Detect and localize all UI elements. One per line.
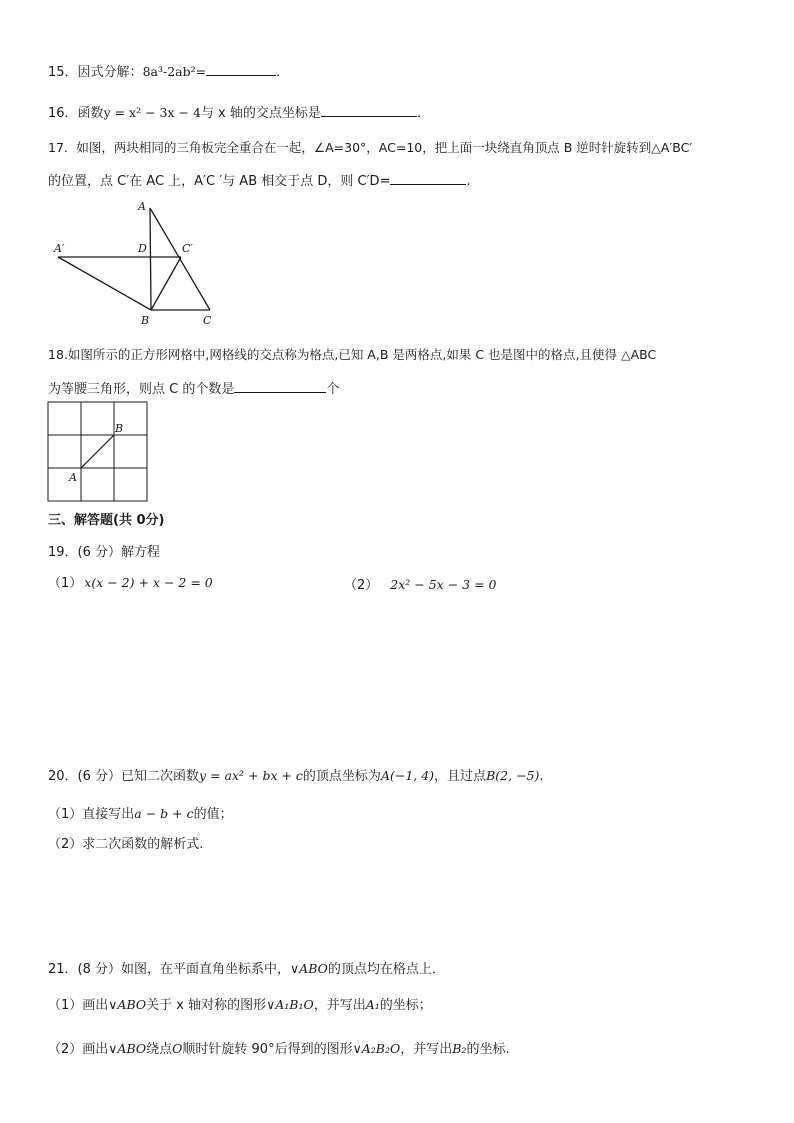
q17-text: 的位置，点 C′在 AC 上，A′C ′与 AB 相交于点 D，则 C′D= — [48, 174, 391, 189]
question-15 — [48, 61, 289, 82]
q17-end: . — [466, 174, 471, 189]
q16-number: 16． — [48, 106, 78, 121]
q21-p1-expr3: A₁ — [365, 997, 380, 1012]
q18-line-2 — [48, 378, 339, 399]
q18-answer-blank[interactable] — [234, 378, 326, 393]
q21-p2-expr1: ∨ABO — [108, 1041, 147, 1056]
q21-p1-d: 的坐标； — [379, 998, 432, 1013]
q21-title-b: 的顶点均在格点上． — [327, 962, 445, 977]
q21-p1-c: ，并写出 — [313, 998, 366, 1013]
label-C-prime: C′ — [182, 242, 193, 255]
q18-unit: 个 — [326, 382, 340, 397]
q20-p1-b: 的值； — [193, 807, 233, 822]
q21-title — [48, 960, 445, 979]
q21-p2-d: ，并写出 — [400, 1042, 453, 1057]
q18-line-1: 18.如图所示的正方形网格中,网格线的交点称为格点,已知 A,B 是两格点,如果 C 也是图中的格点,且使得 △ABC — [48, 347, 657, 362]
q19-title: 19．(6 分）解方程 — [48, 545, 161, 560]
q19-p2-label: （2） — [344, 578, 379, 593]
q20-point: B(2, −5) — [486, 768, 540, 783]
q21-p1-expr1: ∨ABO — [108, 997, 147, 1012]
q19-part-1 — [48, 574, 213, 593]
question-16 — [48, 102, 430, 123]
q16-text-after: 与 x 轴的交点坐标是 — [200, 106, 321, 121]
q17-answer-blank[interactable] — [390, 170, 466, 185]
q20-part-2: （2）求二次函数的解析式. — [48, 837, 204, 852]
q16-answer-blank[interactable] — [321, 102, 417, 117]
q15-text: 因式分解： — [77, 65, 143, 80]
q20-vertex: A(−1, 4) — [380, 768, 435, 783]
q21-p2-expr3: ∨A₂B₂O — [352, 1041, 401, 1056]
q20-title — [48, 767, 543, 786]
q21-p1-expr2: ∨A₁B₁O — [266, 997, 314, 1012]
q20-p1-expression: a − b + c — [134, 806, 194, 821]
label-A-prime: A′ — [54, 242, 65, 255]
q21-p2-c: 顺时针旋转 90°后得到的图形 — [182, 1042, 353, 1057]
label-B: B — [141, 314, 150, 327]
q20-title-c: ，且过点 — [434, 769, 487, 784]
segment-AB — [150, 208, 151, 310]
q21-p2-expr2: O — [172, 1041, 183, 1056]
q19-part-2 — [344, 576, 496, 595]
q21-p2-a: （2）画出 — [48, 1042, 109, 1057]
q15-expression: 8a³-2ab²= — [142, 64, 207, 79]
q21-p2-expr4: B₂ — [452, 1041, 467, 1056]
segment-BC-prime — [151, 257, 181, 310]
q21-p2-b: 绕点 — [146, 1042, 173, 1057]
label-A: A — [69, 471, 77, 484]
label-A: A — [138, 200, 146, 213]
q20-title-end: . — [539, 769, 544, 784]
q21-p1-a: （1）画出 — [48, 998, 109, 1013]
label-B: B — [115, 422, 124, 435]
q16-text-before: 函数 — [77, 106, 104, 121]
q21-title-a: 21．(8 分）如图，在平面直角坐标系中， — [48, 962, 291, 977]
q20-p1-a: （1）直接写出 — [48, 807, 135, 822]
q16-end: ． — [416, 106, 430, 121]
q17-triangle-figure — [40, 190, 230, 335]
q15-answer-blank[interactable] — [206, 61, 276, 76]
q18-grid-figure — [46, 400, 150, 504]
segment-AB — [81, 435, 114, 468]
q15-end: ． — [276, 65, 290, 80]
q21-triangle: ∨ABO — [290, 961, 328, 976]
q21-part-1 — [48, 996, 432, 1015]
segment-A-prime-B — [58, 257, 151, 310]
q20-part-1 — [48, 805, 233, 824]
q19-p2-equation: 2x² − 5x − 3 = 0 — [390, 577, 497, 592]
q17-line-1: 17．如图，两块相同的三角板完全重合在一起，∠A=30°，AC=10，把上面一块绕直角顶点 B 逆时针旋转到△A′BC′ — [48, 140, 693, 155]
q19-p1-equation: x(x − 2) + x − 2 = 0 — [84, 575, 213, 590]
q21-p1-b: 关于 x 轴对称的图形 — [146, 998, 267, 1013]
label-D: D — [138, 242, 147, 255]
label-C: C — [203, 314, 212, 327]
q18-text: 为等腰三角形，则点 C 的个数是 — [48, 382, 235, 397]
q20-title-a: 20．(6 分）已知二次函数 — [48, 769, 200, 784]
q21-p2-e: 的坐标. — [466, 1042, 510, 1057]
q19-p1-label: （1） — [48, 576, 83, 591]
q20-title-b: 的顶点坐标为 — [302, 769, 381, 784]
q20-function: y = ax² + bx + c — [199, 768, 303, 783]
q15-number: 15． — [48, 65, 78, 80]
section-3-title: 三、解答题(共 0分) — [48, 513, 165, 528]
q17-line-2 — [48, 170, 471, 191]
q16-expression: y = x² − 3x − 4 — [103, 105, 201, 120]
q21-part-2 — [48, 1040, 510, 1059]
